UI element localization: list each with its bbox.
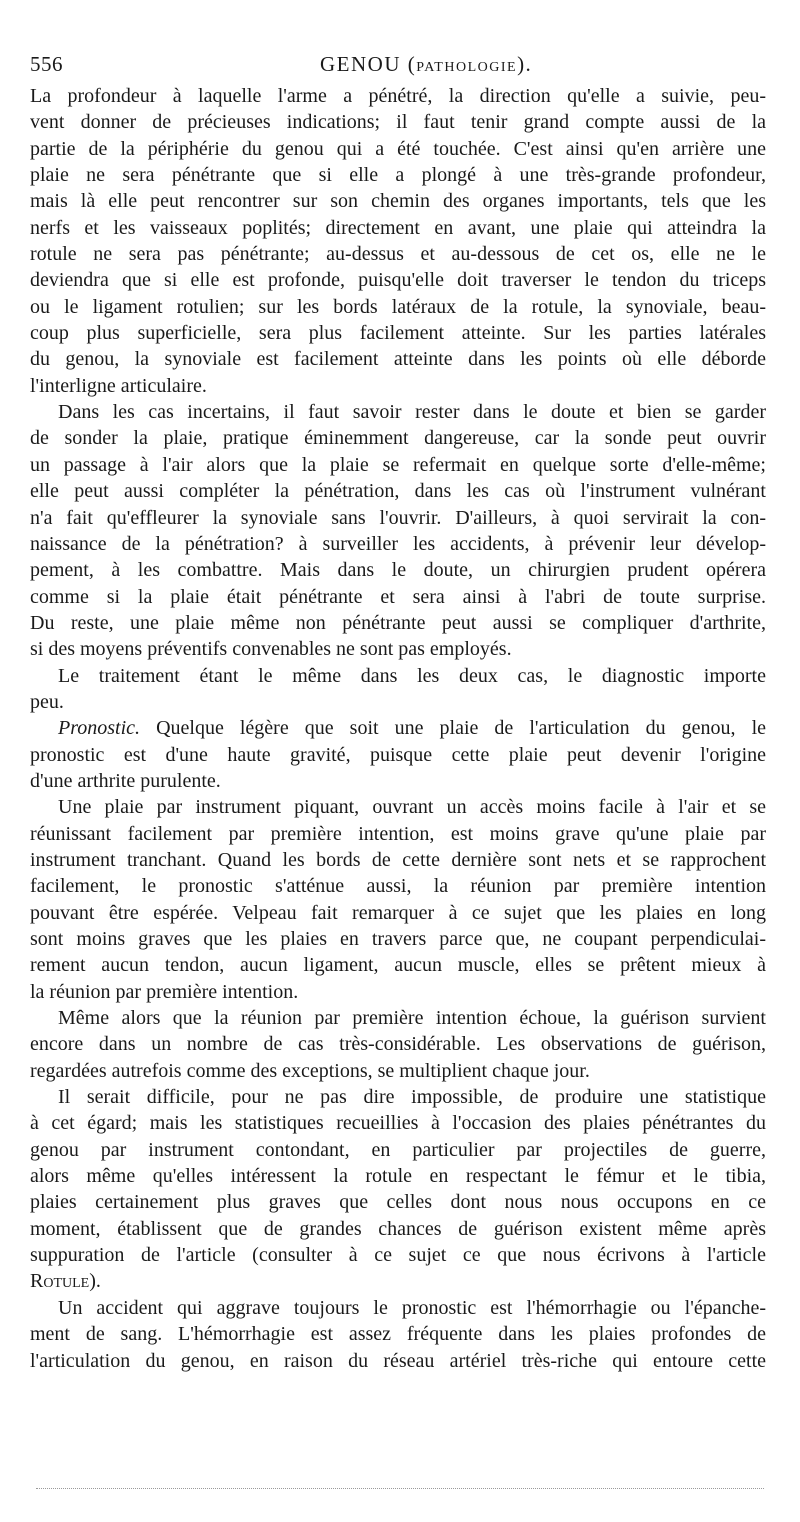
text-line: rotule ne sera pas pénétrante; au-dessus et au-dessous de cet os, elle ne le — [30, 243, 766, 266]
text-line: La profondeur à laquelle l'arme a pénétré, la direction qu'elle a suivie, peu- — [30, 85, 766, 107]
running-head-end: ). — [517, 52, 533, 76]
text-line: n'a fait qu'effleurer la synoviale sans l'ouvrir. D'ailleurs, à quoi servirait la con- — [30, 506, 766, 529]
text-line: instrument tranchant. Quand les bords de cette dernière sont nets et se rapprochent — [30, 848, 766, 871]
text-line: plaies certainement plus graves que celles dont nous nous occupons en ce — [30, 1191, 766, 1214]
text-line: Dans les cas incertains, il faut savoir rester dans le doute et bien se garder — [58, 401, 766, 424]
text-line: comme si la plaie était pénétrante et sera ainsi à l'abri de toute surprise. — [30, 585, 766, 608]
text-line: si des moyens préventifs convenables ne sont pas employés. — [30, 638, 512, 661]
text-line: ou le ligament rotulien; sur les bords latéraux de la rotule, la synoviale, beau- — [30, 295, 766, 318]
text-line: partie de la périphérie du genou qui a été touchée. C'est ainsi qu'en arrière une — [30, 137, 766, 160]
text-line: regardées autrefois comme des exceptions, se multiplient chaque jour. — [30, 1059, 590, 1082]
body-text — [30, 83, 766, 1374]
footer-rule — [36, 1488, 764, 1489]
page-number: 556 — [30, 52, 63, 76]
text-line: mais là elle peut rencontrer sur son chemin des organes importants, tels que les — [30, 190, 766, 213]
page-header — [30, 52, 770, 80]
text-line: alors même qu'elles intéressent la rotule en respectant le fémur et le tibia, — [30, 1165, 766, 1188]
text-line: l'articulation du genou, en raison du réseau artériel très-riche qui entoure cette — [30, 1349, 766, 1372]
text-line: facilement, le pronostic s'atténue aussi, la réunion par première intention — [30, 875, 766, 898]
section-subheading: Pronostic. — [58, 717, 141, 740]
text-line: pronostic est d'une haute gravité, puisque cette plaie peut devenir l'origine — [30, 743, 766, 766]
text-line: la réunion par première intention. — [30, 980, 299, 1003]
text-line: moment, établissent que de grandes chances de guérison existent même après — [30, 1217, 766, 1240]
text-line: réunissant facilement par première intention, est moins grave qu'une plaie par — [30, 822, 766, 845]
text-line: Une plaie par instrument piquant, ouvrant un accès moins facile à l'air et se — [58, 796, 766, 819]
text-line: Même alors que la réunion par première intention échoue, la guérison survient — [58, 1007, 766, 1030]
text-line: d'une arthrite purulente. — [30, 769, 221, 792]
text-line: Le traitement étant le même dans les deux cas, le diagnostic importe — [58, 664, 766, 687]
text-line: du genou, la synoviale est facilement atteinte dans les points où elle déborde — [30, 348, 766, 371]
text-line: nerfs et les vaisseaux poplités; directement en avant, une plaie qui atteindra la — [30, 216, 766, 239]
running-head — [320, 52, 532, 77]
text-line: l'interligne articulaire. — [30, 374, 207, 397]
text-line: elle peut aussi compléter la pénétration, dans les cas où l'instrument vulnérant — [30, 480, 766, 503]
text-line: un passage à l'air alors que la plaie se refermait en quelque sorte d'elle-même; — [30, 453, 766, 476]
text-line: coup plus superficielle, sera plus facilement atteinte. Sur les parties latérales — [30, 322, 766, 345]
text-line: de sonder la plaie, pratique éminemment dangereuse, car la sonde peut ouvrir — [30, 427, 766, 450]
text-line: vent donner de précieuses indications; il faut tenir grand compte aussi de la — [30, 111, 766, 134]
text-line: plaie ne sera pénétrante que si elle a plongé à une très-grande profondeur, — [30, 164, 766, 187]
text-line: sont moins graves que les plaies en travers parce que, ne coupant perpendiculai- — [30, 928, 766, 950]
text-line: rement aucun tendon, aucun ligament, aucun muscle, elles se prêtent mieux à — [30, 954, 766, 977]
running-head-subtitle: PATHOLOGIE — [416, 60, 518, 75]
text-line: Quelque légère que soit une plaie de l'articulation du genou, le — [156, 717, 767, 740]
text-line: à cet égard; mais les statistiques recueillies à l'occasion des plaies pénétrantes du — [30, 1112, 766, 1135]
text-line: peu. — [30, 690, 64, 713]
running-head-title: GENOU ( — [320, 52, 417, 76]
text-line: naissance de la pénétration? à surveiller les accidents, à prévenir leur dévelop- — [30, 532, 766, 555]
text-line: Du reste, une plaie même non pénétrante peut aussi se compliquer d'arthrite, — [30, 611, 766, 634]
text-line: ment de sang. L'hémorrhagie est assez fréquente dans les plaies profondes de — [30, 1323, 766, 1346]
text-line: pouvant être espérée. Velpeau fait remarquer à ce sujet que les plaies en long — [30, 901, 766, 924]
text-line: suppuration de l'article (consulter à ce sujet ce que nous écrivons à l'article — [30, 1244, 766, 1267]
text-line: Il serait difficile, pour ne pas dire impossible, de produire une statistique — [58, 1086, 766, 1109]
text-line: Un accident qui aggrave toujours le pronostic est l'hémorrhagie ou l'épanche- — [58, 1296, 766, 1319]
text-line: genou par instrument contondant, en particulier par projectiles de guerre, — [30, 1138, 766, 1161]
pronostic-line — [30, 715, 766, 741]
text-line: Rotule). — [30, 1270, 101, 1293]
text-line: pement, à les combattre. Mais dans le doute, un chirurgien prudent opérera — [30, 559, 766, 582]
text-line: encore dans un nombre de cas très-considérable. Les observations de guérison, — [30, 1033, 766, 1056]
text-line: deviendra que si elle est profonde, puisqu'elle doit traverser le tendon du triceps — [30, 269, 766, 292]
